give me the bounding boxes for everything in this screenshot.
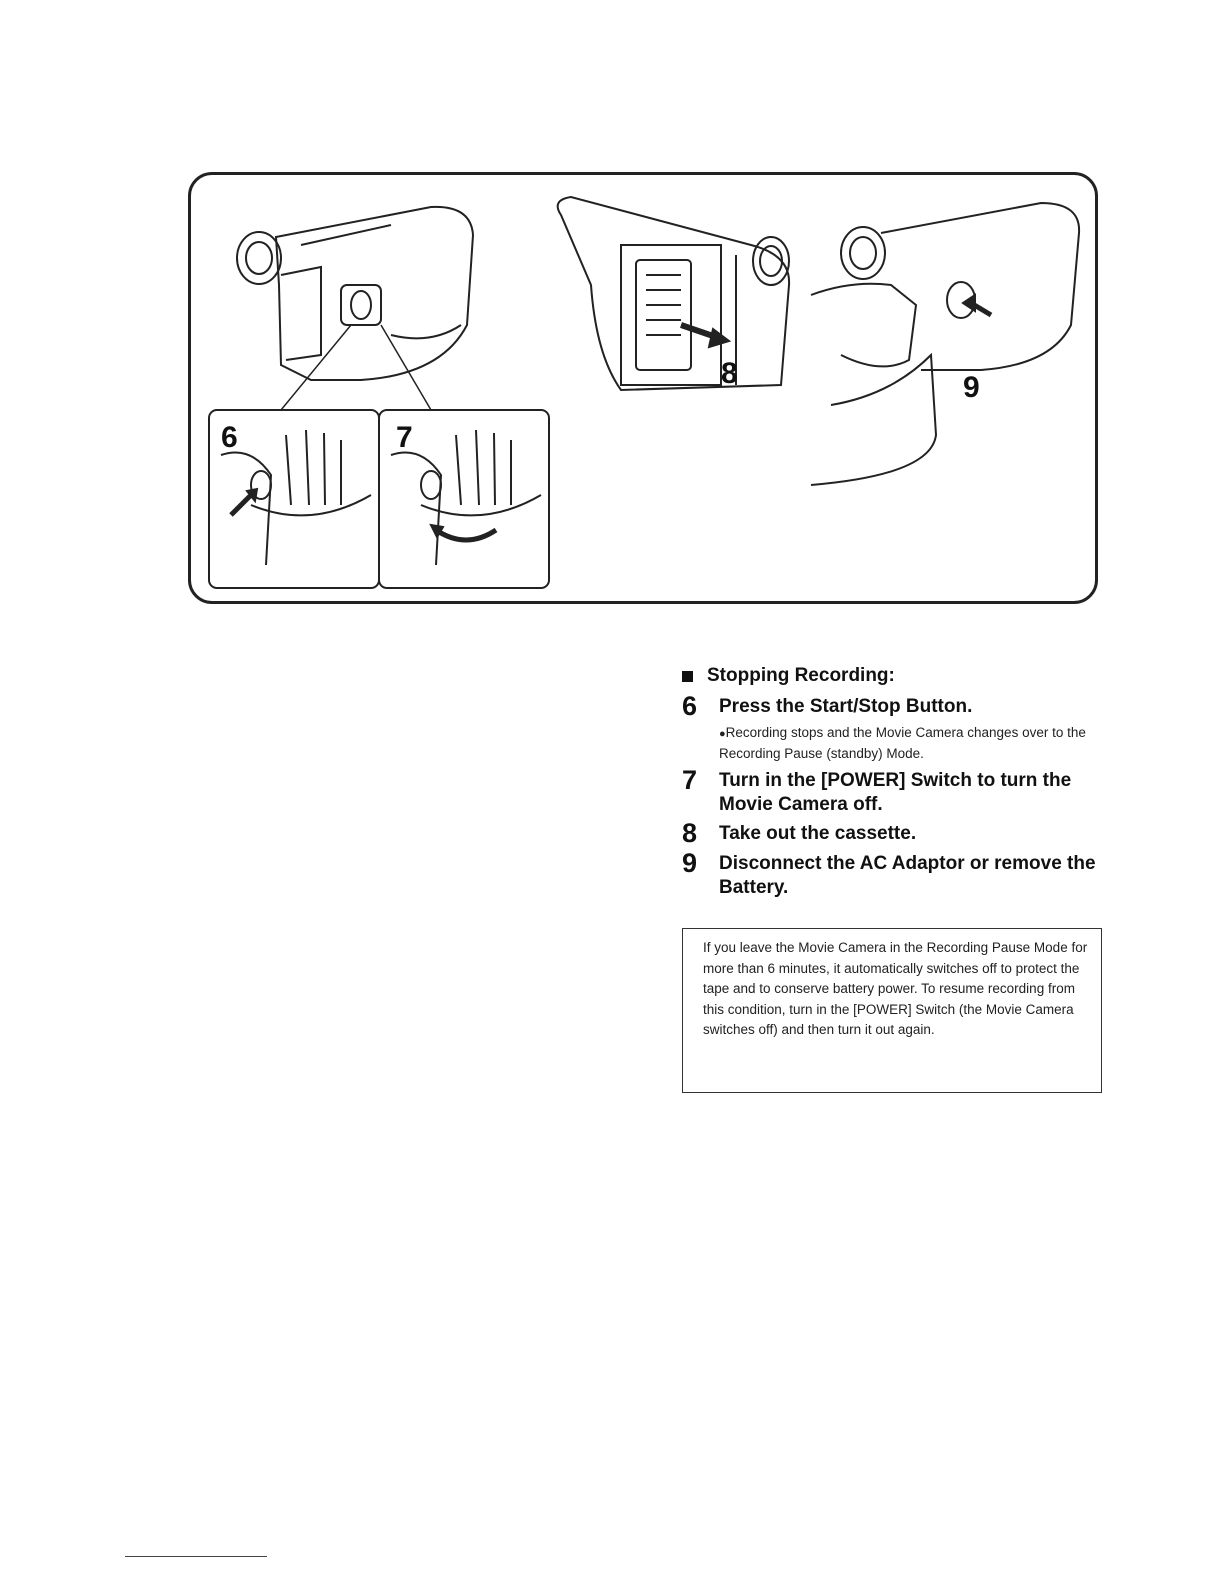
step-7: [682, 767, 1102, 817]
step-9: [682, 850, 1102, 900]
bullet-dot-icon: ●: [719, 728, 726, 740]
camcorder-drawing-middle: [558, 197, 789, 390]
step-6-note: [719, 723, 1102, 763]
section-heading: [682, 665, 1102, 687]
section-heading-text: Stopping Recording:: [707, 665, 895, 686]
step-number: 7: [682, 765, 698, 795]
step-note-text: Recording stops and the Movie Camera changes over to the Recording Pause (standby) Mode.: [719, 725, 1086, 761]
step-text: Disconnect the AC Adaptor or remove the Battery.: [719, 853, 1096, 898]
step-text: Turn in the [POWER] Switch to turn the Movie Camera off.: [719, 770, 1072, 815]
auto-off-notice-box: [682, 928, 1102, 1093]
callout-9: 9: [963, 371, 980, 404]
callout-8: 8: [721, 357, 738, 390]
step-text: Take out the cassette.: [719, 823, 917, 844]
illustration-frame: [188, 172, 1098, 604]
camcorder-drawing-right: [811, 203, 1079, 485]
step-text: Press the Start/Stop Button.: [719, 696, 973, 717]
instructions-column: [682, 665, 1102, 900]
step-8: [682, 820, 1102, 847]
step-number: 8: [682, 818, 698, 848]
callout-6: 6: [221, 421, 238, 454]
notice-text: If you leave the Movie Camera in the Recording Pause Mode for more than 6 minutes, it automatically switches off to protect the tape and to conserve battery power. To resume recording from this condition, turn in the [POWER] Switch (the Movie Camera switches off) and then turn it out again.: [703, 940, 1088, 1037]
step-6: [682, 693, 1102, 720]
camcorder-drawing-left: [237, 207, 473, 380]
callout-7: 7: [396, 421, 413, 454]
step-number: 6: [682, 691, 698, 721]
square-bullet-icon: [682, 671, 693, 682]
camcorder-illustration: [191, 175, 1095, 601]
step-number: 9: [682, 848, 698, 878]
footer-rule: [125, 1556, 267, 1557]
